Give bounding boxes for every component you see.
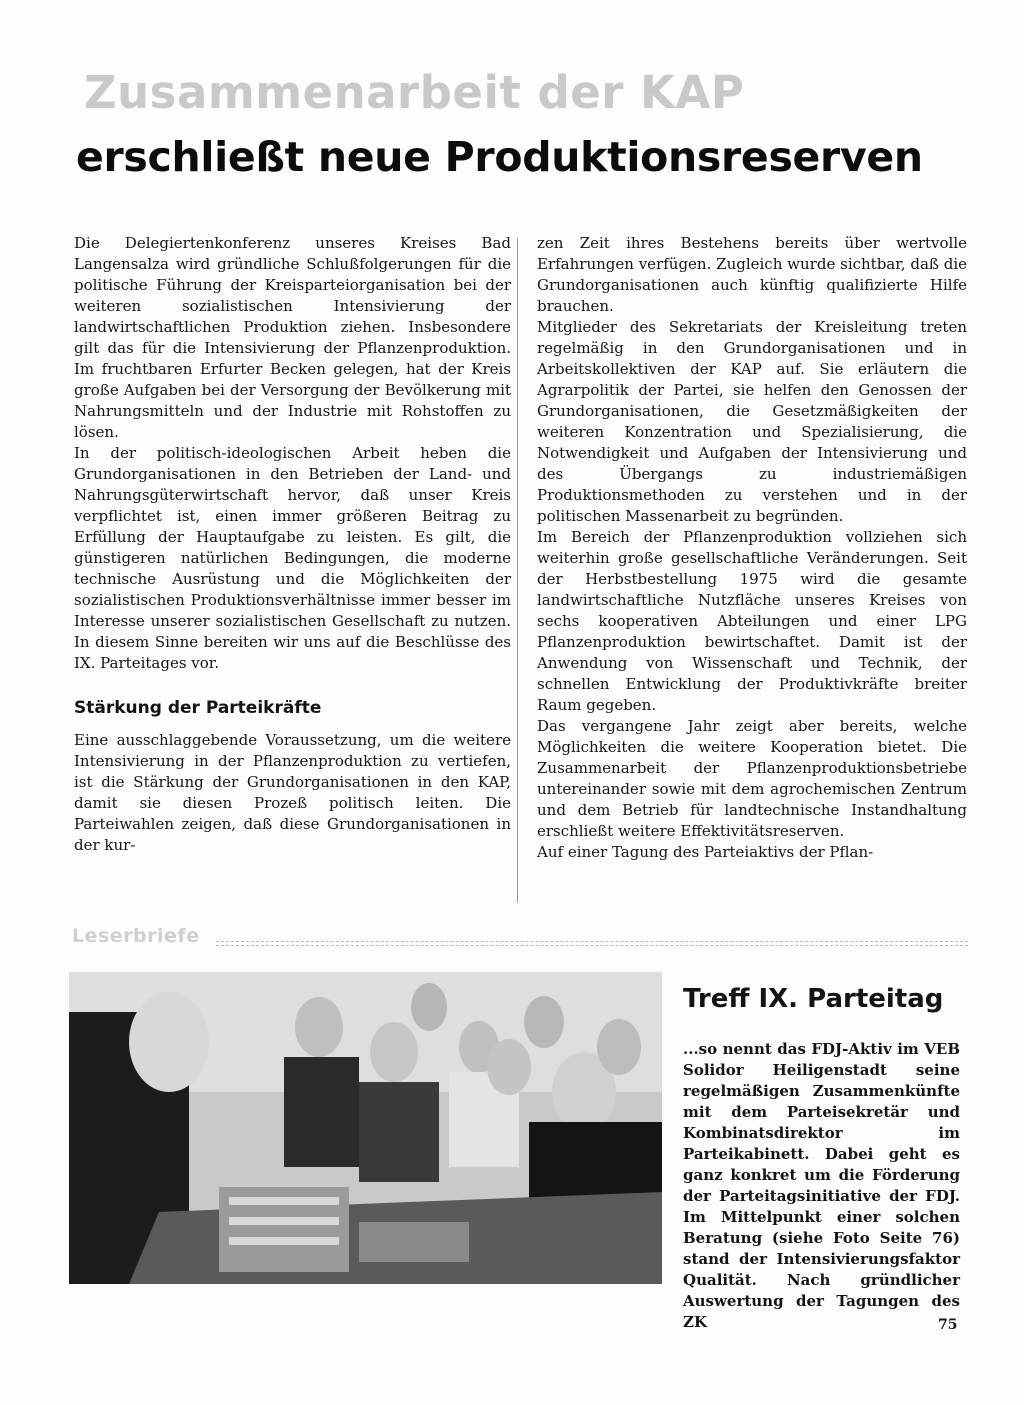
page-number: 75 (938, 1317, 958, 1333)
paragraph: Im Bereich der Pflanzenproduktion vollziehen sich weiterhin große gesellschaftliche Veränderungen. Seit der Herbstbestellung 1975 wird die gesamte landwirtschaftliche Nutzfläche unseres Kreises von sechs kooperativen Abteilungen und einer LPG Pflanzenproduktion bewirtschaftet. Damit ist der Anwendung von Wissenschaft und Technik, der schnellen Entwicklung der Produktivkräfte breiter Raum gegeben. (537, 528, 967, 714)
paragraph: Mitglieder des Sekretariats der Kreisleitung treten regelmäßig in den Grundorganisationen und in Arbeitskollektiven der KAP auf. Sie erläutern die Agrarpolitik der Partei, sie helfen den Genossen der Grundorganisationen, die Gesetzmäßigkeiten der weiteren Konzentration und Spezialisierung, die Notwendigkeit und Aufgaben der Intensivierung und des Übergangs zu industriemäßigen Produktionsmethoden zu verstehen und in der politischen Massenarbeit zu begründen. (537, 318, 967, 525)
paragraph: Das vergangene Jahr zeigt aber bereits, welche Möglichkeiten die weitere Kooperation bietet. Die Zusammenarbeit der Pflanzenproduktionsbetriebe untereinander sowie mit dem agrochemischen Zentrum und dem Betrieb für landtechnische Instandhaltung erschließt weitere Effektivitätsreserven. (537, 717, 967, 840)
letter-title: Treff IX. Parteitag (683, 984, 944, 1014)
meeting-photo (69, 972, 662, 1284)
paragraph: zen Zeit ihres Bestehens bereits über wertvolle Erfahrungen verfügen. Zugleich wurde sichtbar, daß die Grundorganisationen auch künftig qualifizierte Hilfe brauchen. (537, 234, 967, 315)
article-kicker: Zusammenarbeit der KAP (84, 66, 745, 119)
section-rule (216, 941, 968, 946)
article-headline: erschließt neue Produktionsreserven (76, 133, 923, 181)
subheading: Stärkung der Parteikräfte (74, 698, 322, 718)
paragraph: Die Delegiertenkonferenz unseres Kreises Bad Langensalza wird gründliche Schlußfolgerungen für die politische Führung der Kreisparteiorganisation bei der weiteren sozialistischen Intensivierung der landwirtschaftlichen Produktion ziehen. Insbesondere gilt das für die Intensivierung der Pflanzenproduktion. Im fruchtbaren Erfurter Becken gelegen, hat der Kreis große Aufgaben bei der Versorgung der Bevölkerung mit Nahrungsmitteln und der Industrie mit Rohstoffen zu lösen. (74, 234, 511, 441)
paragraph: Eine ausschlaggebende Voraussetzung, um die weitere Intensivierung in der Pflanzenproduktion zu vertiefen, ist die Stärkung der Grundorganisationen in den KAP, damit sie diesen Prozeß politisch leiten. Die Parteiwahlen zeigen, daß diese Grundorganisationen in der kur- (74, 731, 511, 854)
article-left-column (74, 233, 511, 856)
section-label: Leserbriefe (72, 925, 200, 947)
letter-text: ...so nennt das FDJ-Aktiv im VEB Solidor Heiligenstadt seine regelmäßigen Zusammenkünfte mit dem Parteisekretär und Kombinatsdirektor im Parteikabinett. Dabei geht es ganz konkret um die Förderung der Parteitagsinitiative der FDJ. Im Mittelpunkt einer solchen Beratung (siehe Foto Seite 76) stand der Intensivierungsfaktor Qualität. Nach gründlicher Auswertung der Tagungen des ZK (683, 1040, 960, 1331)
article-right-column (537, 233, 967, 863)
paragraph: Auf einer Tagung des Parteiaktivs der Pflan- (537, 843, 874, 861)
column-divider (517, 238, 518, 903)
photo-illustration (69, 972, 662, 1284)
paragraph: In der politisch-ideologischen Arbeit heben die Grundorganisationen in den Betrieben der Land- und Nahrungsgüterwirtschaft hervor, daß unser Kreis verpflichtet ist, einen immer größeren Beitrag zu Erfüllung der Hauptaufgabe zu leisten. Es gilt, die günstigeren natürlichen Bedingungen, die moderne technische Ausrüstung und die Möglichkeiten der sozialistischen Produktionsverhältnisse immer besser im Interesse unserer sozialistischen Gesellschaft zu nutzen. In diesem Sinne bereiten wir uns auf die Beschlüsse des IX. Parteitages vor. (74, 444, 511, 672)
